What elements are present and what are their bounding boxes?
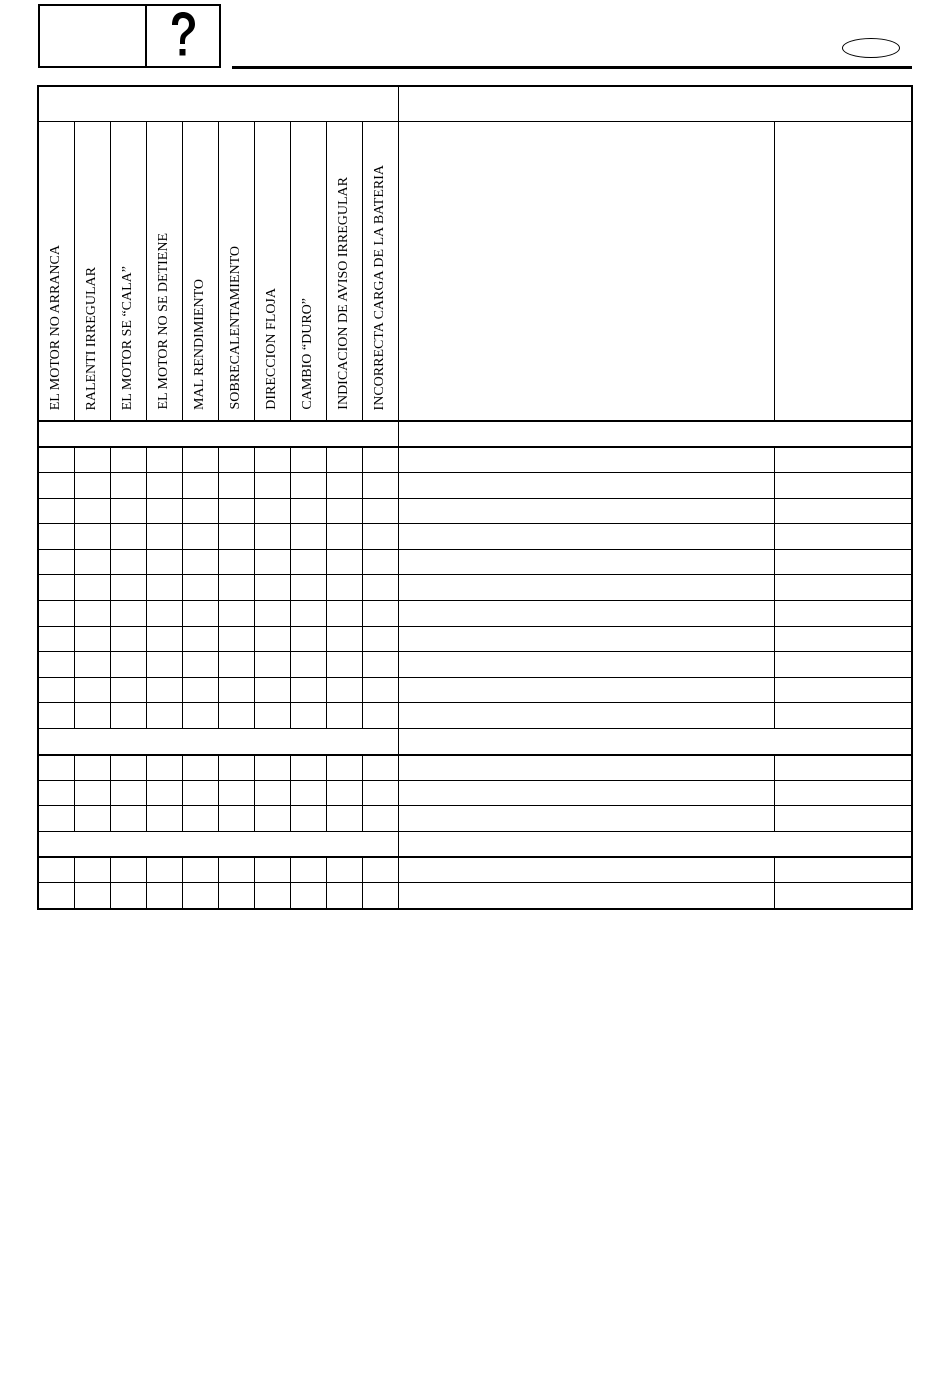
section-title-cell: [398, 421, 912, 447]
section-header-row: [38, 421, 912, 447]
symptom-header-cell: CAMBIO “DURO”: [290, 121, 326, 421]
symptom-header-cell: EL MOTOR NO ARRANCA: [38, 121, 74, 421]
symptom-mark-cell: [290, 498, 326, 524]
table-row: [38, 524, 912, 550]
symptom-mark-cell: [146, 755, 182, 781]
check-element-header-cell: [398, 121, 774, 421]
symptom-header-cell: DIRECCION FLOJA: [254, 121, 290, 421]
chapter-icon-box: [38, 4, 221, 68]
symptom-mark-cell: [74, 473, 110, 499]
symptom-mark-cell: [362, 498, 398, 524]
symptom-mark-cell: [38, 575, 74, 601]
chapter-label-cell: [40, 6, 147, 66]
reference-page-cell: [774, 652, 912, 678]
symptom-mark-cell: [146, 703, 182, 729]
check-element-cell: [398, 857, 774, 883]
reference-page-cell: [774, 755, 912, 781]
troubleshooting-table: [37, 85, 913, 910]
symptom-mark-cell: [182, 549, 218, 575]
symptom-mark-cell: [290, 549, 326, 575]
reference-page-cell: [774, 677, 912, 703]
symptom-mark-cell: [74, 780, 110, 806]
symptom-mark-cell: [38, 524, 74, 550]
check-element-cell: [398, 524, 774, 550]
symptom-mark-cell: [74, 601, 110, 627]
symptom-mark-cell: [254, 473, 290, 499]
check-group-title-cell: [398, 86, 912, 121]
symptom-mark-cell: [326, 549, 362, 575]
symptom-mark-cell: [326, 447, 362, 473]
symptom-mark-cell: [110, 473, 146, 499]
check-element-cell: [398, 473, 774, 499]
table-row: [38, 626, 912, 652]
symptom-mark-cell: [362, 549, 398, 575]
symptom-mark-cell: [146, 652, 182, 678]
symptom-mark-cell: [110, 857, 146, 883]
symptom-mark-cell: [182, 652, 218, 678]
symptom-mark-cell: [362, 857, 398, 883]
symptom-mark-cell: [326, 601, 362, 627]
symptom-mark-cell: [182, 447, 218, 473]
table-row: [38, 677, 912, 703]
symptom-mark-cell: [38, 883, 74, 909]
symptom-mark-cell: [182, 626, 218, 652]
symptom-mark-cell: [362, 677, 398, 703]
symptom-mark-cell: [38, 780, 74, 806]
table-row: [38, 601, 912, 627]
reference-page-cell: [774, 883, 912, 909]
symptom-mark-cell: [362, 524, 398, 550]
symptom-mark-cell: [38, 652, 74, 678]
table-row: [38, 806, 912, 832]
symptom-mark-cell: [218, 780, 254, 806]
symptom-mark-cell: [218, 677, 254, 703]
table-row: [38, 755, 912, 781]
reference-page-cell: [774, 806, 912, 832]
symptom-mark-cell: [38, 857, 74, 883]
table-row: [38, 575, 912, 601]
symptom-mark-cell: [74, 652, 110, 678]
check-element-cell: [398, 575, 774, 601]
reference-page-cell: [774, 447, 912, 473]
symptom-mark-cell: [182, 883, 218, 909]
check-element-cell: [398, 755, 774, 781]
check-element-cell: [398, 626, 774, 652]
table-row: [38, 703, 912, 729]
symptom-mark-cell: [218, 549, 254, 575]
reference-page-cell: [774, 549, 912, 575]
symptom-mark-cell: [218, 626, 254, 652]
symptom-mark-cell: [326, 857, 362, 883]
symptom-mark-cell: [146, 883, 182, 909]
symptom-mark-cell: [254, 524, 290, 550]
check-element-cell: [398, 498, 774, 524]
symptom-mark-cell: [362, 703, 398, 729]
symptom-mark-cell: [326, 524, 362, 550]
symptom-mark-cell: [38, 549, 74, 575]
symptom-mark-cell: [290, 755, 326, 781]
table-row: [38, 498, 912, 524]
symptom-mark-cell: [362, 601, 398, 627]
section-title-cell: [398, 729, 912, 755]
symptom-mark-cell: [110, 447, 146, 473]
symptom-mark-cell: [218, 806, 254, 832]
symptom-mark-cell: [362, 575, 398, 601]
section-header-row: [38, 729, 912, 755]
symptom-mark-cell: [254, 806, 290, 832]
symptom-mark-cell: [254, 703, 290, 729]
symptom-mark-cell: [110, 677, 146, 703]
symptom-mark-cell: [326, 498, 362, 524]
section-symptom-cell: [38, 729, 398, 755]
symptom-mark-cell: [218, 447, 254, 473]
symptom-header-cell: MAL RENDIMIENTO: [182, 121, 218, 421]
section-symptom-cell: [38, 831, 398, 857]
symptom-mark-cell: [362, 652, 398, 678]
symptom-mark-cell: [146, 626, 182, 652]
symptom-mark-cell: [326, 652, 362, 678]
check-element-cell: [398, 703, 774, 729]
symptom-mark-cell: [38, 626, 74, 652]
symptom-mark-cell: [74, 703, 110, 729]
symptom-mark-cell: [254, 755, 290, 781]
reference-page-cell: [774, 498, 912, 524]
symptom-mark-cell: [362, 626, 398, 652]
symptom-mark-cell: [326, 473, 362, 499]
symptom-mark-cell: [290, 626, 326, 652]
symptom-mark-cell: [38, 473, 74, 499]
symptom-mark-cell: [110, 601, 146, 627]
symptom-mark-cell: [110, 575, 146, 601]
symptom-mark-cell: [146, 806, 182, 832]
symptom-mark-cell: [146, 780, 182, 806]
symptom-mark-cell: [218, 652, 254, 678]
symptom-header-cell: INCORRECTA CARGA DE LA BATERIA: [362, 121, 398, 421]
symptom-mark-cell: [182, 806, 218, 832]
symptom-mark-cell: [290, 575, 326, 601]
symptom-mark-cell: [362, 806, 398, 832]
symptom-mark-cell: [182, 473, 218, 499]
symptom-header-row: [38, 121, 912, 421]
symptom-header-cell: RALENTI IRREGULAR: [74, 121, 110, 421]
symptom-header-cell: EL MOTOR NO SE DETIENE: [146, 121, 182, 421]
symptom-mark-cell: [110, 780, 146, 806]
symptom-mark-cell: [290, 857, 326, 883]
symptom-mark-cell: [38, 755, 74, 781]
symptom-mark-cell: [182, 857, 218, 883]
reference-page-cell: [774, 857, 912, 883]
symptom-mark-cell: [254, 857, 290, 883]
symptom-mark-cell: [326, 703, 362, 729]
symptom-mark-cell: [110, 524, 146, 550]
symptom-mark-cell: [74, 755, 110, 781]
symptom-mark-cell: [362, 447, 398, 473]
symptom-mark-cell: [74, 883, 110, 909]
symptom-mark-cell: [218, 498, 254, 524]
symptom-mark-cell: [182, 575, 218, 601]
check-element-cell: [398, 652, 774, 678]
check-element-cell: [398, 780, 774, 806]
table-row: [38, 549, 912, 575]
symptom-mark-cell: [254, 575, 290, 601]
symptom-mark-cell: [110, 652, 146, 678]
symptom-mark-cell: [182, 780, 218, 806]
symptom-mark-cell: [218, 575, 254, 601]
reference-page-cell: [774, 780, 912, 806]
symptom-mark-cell: [290, 806, 326, 832]
header-rule: [232, 66, 912, 69]
symptom-mark-cell: [182, 601, 218, 627]
symptom-mark-cell: [110, 755, 146, 781]
reference-page-header-cell: [774, 121, 912, 421]
reference-page-cell: [774, 601, 912, 627]
symptom-mark-cell: [254, 601, 290, 627]
check-element-cell: [398, 549, 774, 575]
symptom-mark-cell: [290, 703, 326, 729]
symptom-mark-cell: [74, 549, 110, 575]
symptom-mark-cell: [74, 806, 110, 832]
symptom-mark-cell: [110, 549, 146, 575]
symptom-mark-cell: [182, 703, 218, 729]
symptom-mark-cell: [38, 703, 74, 729]
symptom-mark-cell: [218, 524, 254, 550]
check-element-cell: [398, 677, 774, 703]
symptom-mark-cell: [326, 575, 362, 601]
symptom-mark-cell: [146, 677, 182, 703]
check-element-cell: [398, 883, 774, 909]
symptom-mark-cell: [326, 677, 362, 703]
symptom-mark-cell: [218, 883, 254, 909]
symptom-mark-cell: [146, 447, 182, 473]
symptom-mark-cell: [254, 780, 290, 806]
symptom-mark-cell: [182, 755, 218, 781]
symptom-mark-cell: [218, 703, 254, 729]
symptom-mark-cell: [326, 755, 362, 781]
table-row: [38, 857, 912, 883]
question-mark-icon: [168, 11, 198, 61]
symptom-mark-cell: [74, 857, 110, 883]
chapter-symbol-cell: [147, 6, 219, 66]
check-element-cell: [398, 601, 774, 627]
table-row: [38, 473, 912, 499]
symptom-mark-cell: [146, 857, 182, 883]
symptom-mark-cell: [110, 806, 146, 832]
symptom-mark-cell: [38, 806, 74, 832]
symptom-mark-cell: [74, 626, 110, 652]
symptom-mark-cell: [290, 677, 326, 703]
symptom-mark-cell: [110, 703, 146, 729]
section-title-cell: [398, 831, 912, 857]
check-element-cell: [398, 447, 774, 473]
symptom-mark-cell: [110, 883, 146, 909]
symptom-group-title-cell: [38, 86, 398, 121]
symptom-mark-cell: [326, 883, 362, 909]
symptom-mark-cell: [38, 447, 74, 473]
symptom-mark-cell: [218, 755, 254, 781]
symptom-mark-cell: [254, 677, 290, 703]
symptom-header-cell: SOBRECALENTAMIENTO: [218, 121, 254, 421]
symptom-mark-cell: [362, 755, 398, 781]
symptom-mark-cell: [74, 677, 110, 703]
symptom-mark-cell: [290, 473, 326, 499]
symptom-mark-cell: [254, 883, 290, 909]
section-header-row: [38, 831, 912, 857]
symptom-mark-cell: [74, 575, 110, 601]
symptom-mark-cell: [182, 524, 218, 550]
symptom-header-cell: INDICACION DE AVISO IRREGULAR: [326, 121, 362, 421]
symptom-mark-cell: [290, 780, 326, 806]
symptom-mark-cell: [38, 677, 74, 703]
symptom-mark-cell: [290, 652, 326, 678]
symptom-mark-cell: [326, 780, 362, 806]
reference-page-cell: [774, 626, 912, 652]
reference-page-cell: [774, 703, 912, 729]
symptom-header-cell: EL MOTOR SE “CALA”: [110, 121, 146, 421]
symptom-mark-cell: [218, 601, 254, 627]
symptom-mark-cell: [182, 498, 218, 524]
symptom-mark-cell: [38, 601, 74, 627]
reference-page-cell: [774, 575, 912, 601]
symptom-mark-cell: [110, 626, 146, 652]
symptom-mark-cell: [182, 677, 218, 703]
symptom-mark-cell: [290, 447, 326, 473]
table-title-row: [38, 86, 912, 121]
symptom-mark-cell: [146, 524, 182, 550]
symptom-mark-cell: [74, 524, 110, 550]
symptom-mark-cell: [326, 806, 362, 832]
symptom-mark-cell: [254, 549, 290, 575]
table-row: [38, 652, 912, 678]
language-oval-badge: [842, 38, 900, 58]
table-row: [38, 883, 912, 909]
symptom-mark-cell: [290, 524, 326, 550]
symptom-mark-cell: [146, 575, 182, 601]
symptom-mark-cell: [290, 601, 326, 627]
symptom-mark-cell: [218, 473, 254, 499]
symptom-mark-cell: [290, 883, 326, 909]
symptom-mark-cell: [74, 498, 110, 524]
symptom-mark-cell: [74, 447, 110, 473]
symptom-mark-cell: [254, 498, 290, 524]
symptom-mark-cell: [146, 549, 182, 575]
symptom-mark-cell: [362, 883, 398, 909]
symptom-mark-cell: [362, 473, 398, 499]
symptom-mark-cell: [110, 498, 146, 524]
check-element-cell: [398, 806, 774, 832]
symptom-mark-cell: [146, 498, 182, 524]
reference-page-cell: [774, 473, 912, 499]
table-row: [38, 780, 912, 806]
symptom-mark-cell: [218, 857, 254, 883]
symptom-mark-cell: [146, 601, 182, 627]
symptom-mark-cell: [254, 652, 290, 678]
section-symptom-cell: [38, 421, 398, 447]
symptom-mark-cell: [38, 498, 74, 524]
symptom-mark-cell: [146, 473, 182, 499]
symptom-mark-cell: [254, 447, 290, 473]
table-row: [38, 447, 912, 473]
symptom-mark-cell: [326, 626, 362, 652]
symptom-mark-cell: [362, 780, 398, 806]
reference-page-cell: [774, 524, 912, 550]
symptom-mark-cell: [254, 626, 290, 652]
